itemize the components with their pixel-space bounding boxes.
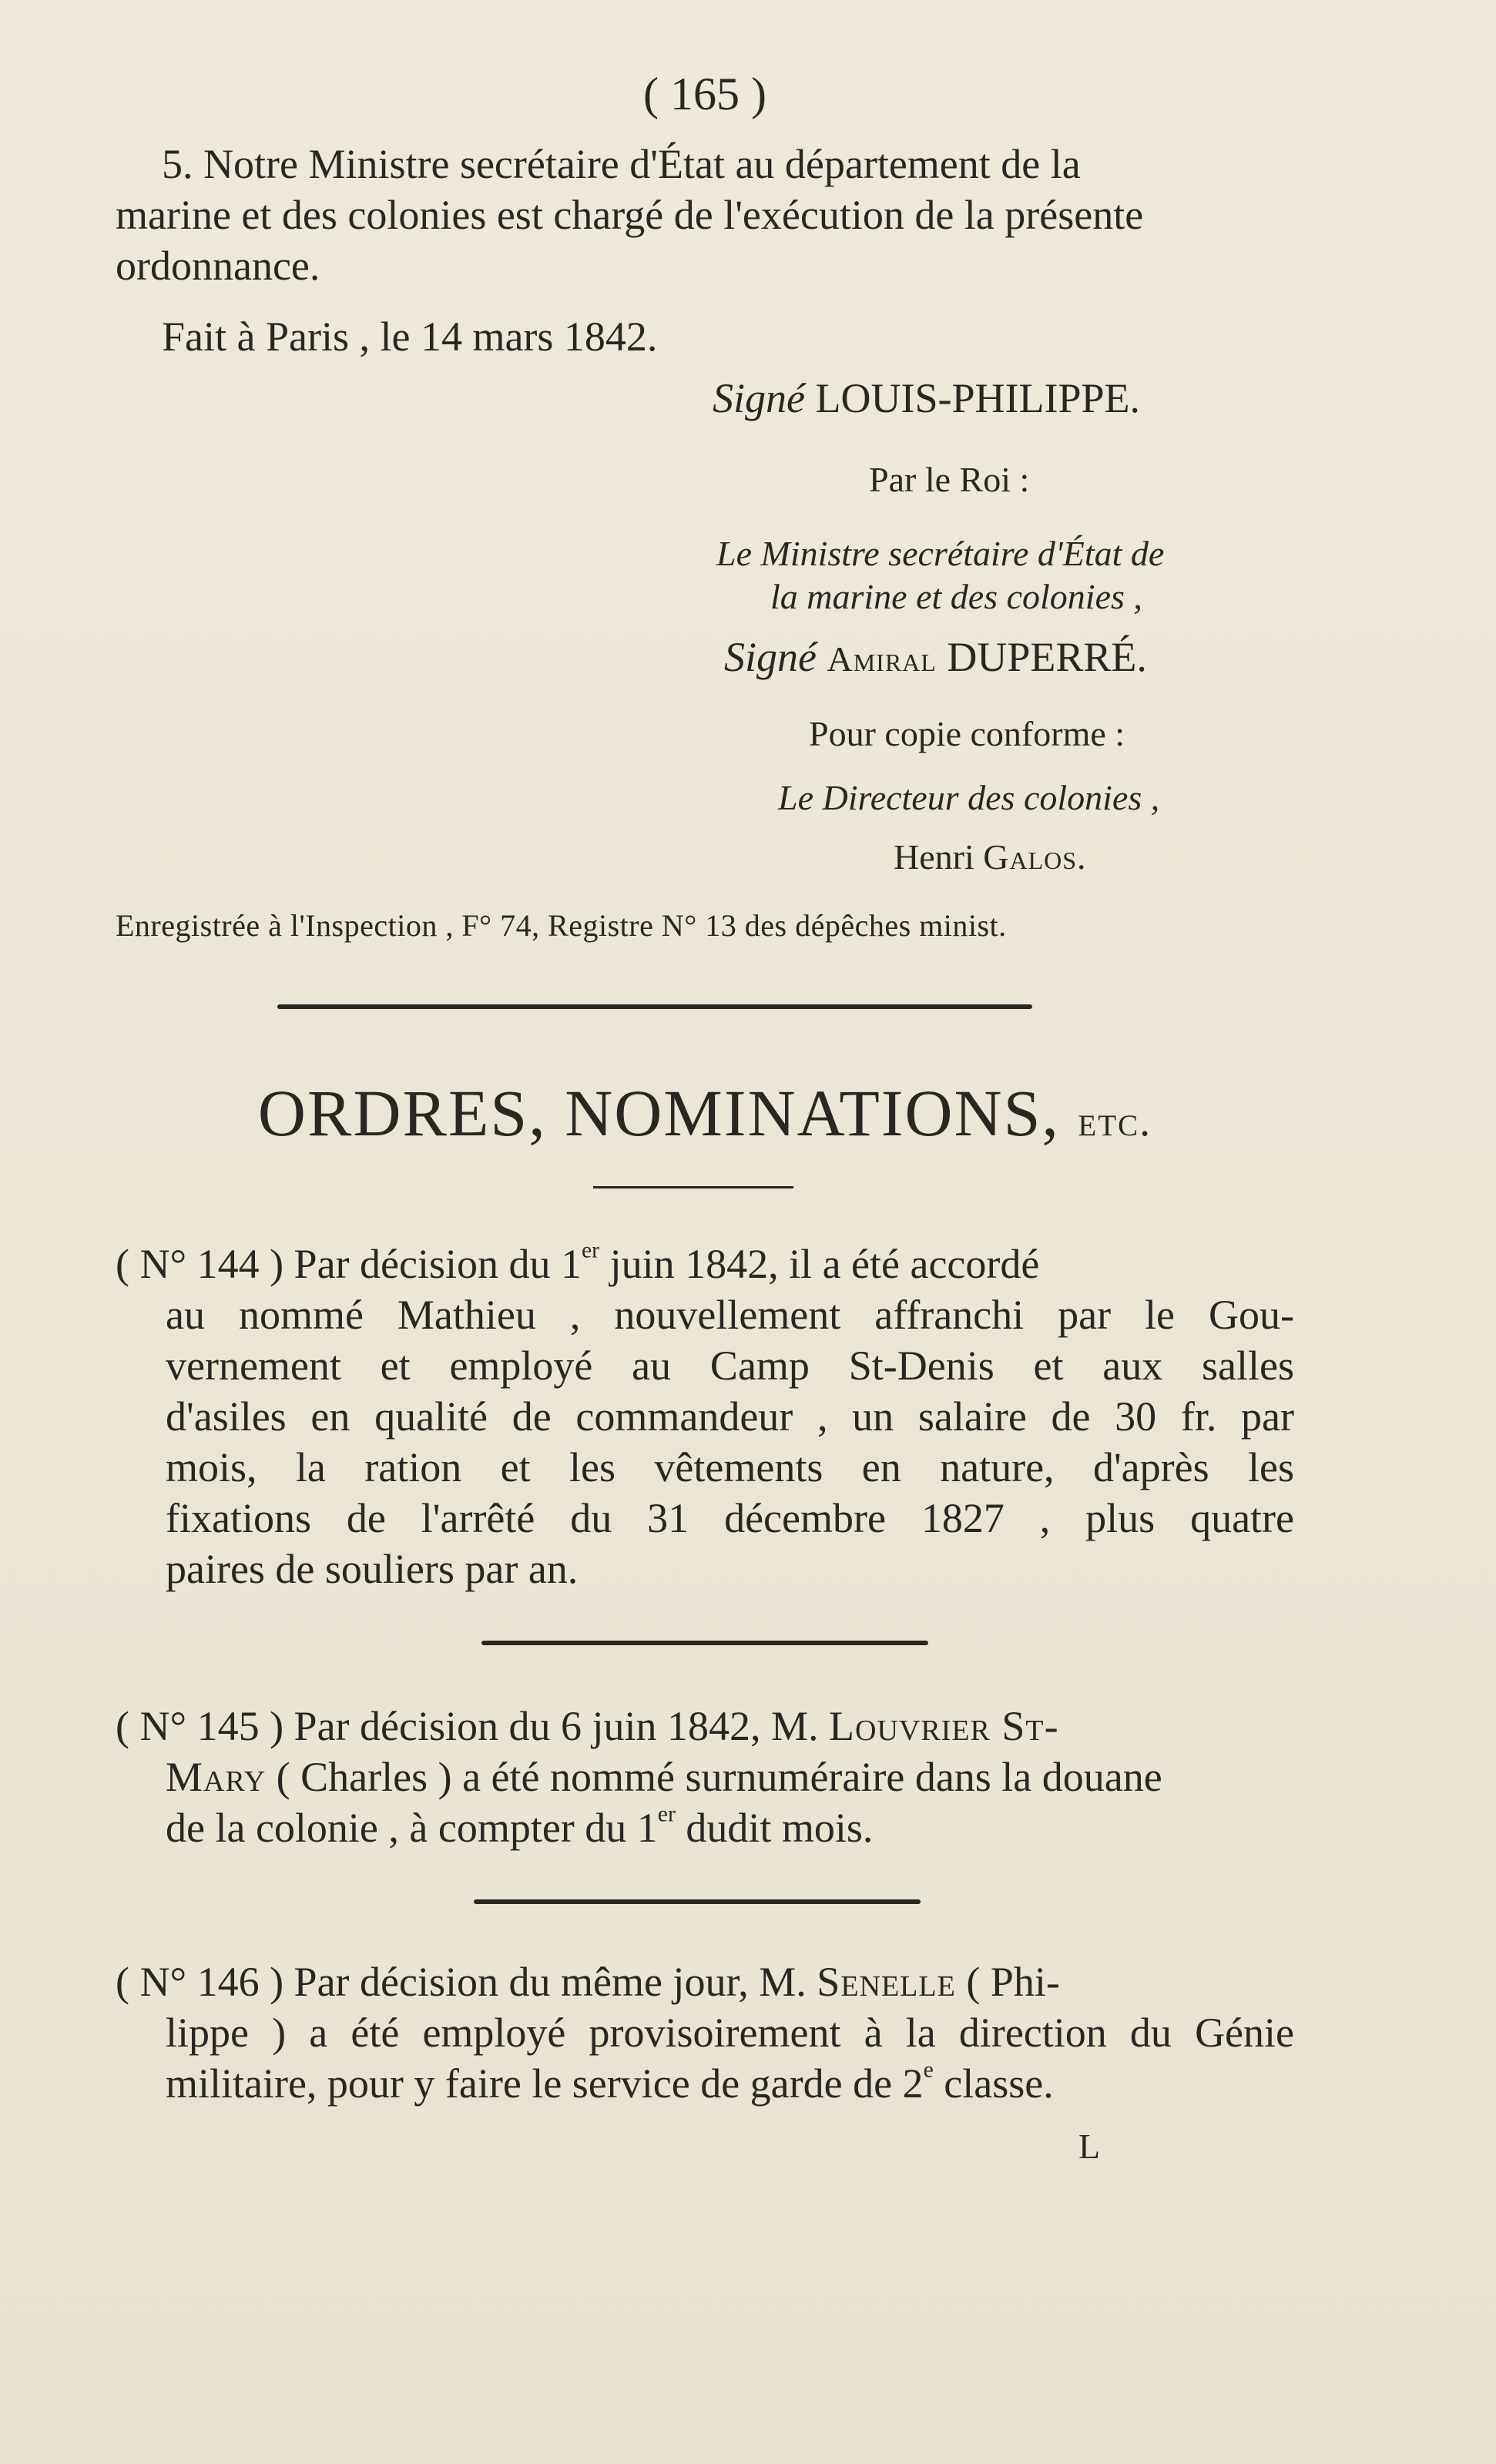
entry-144-line-5: mois, la ration et les vêtements en nature, d'après les — [166, 1444, 1294, 1490]
article-line-3: ordonnance. — [116, 243, 320, 289]
signe-label-2: Signé — [724, 634, 817, 680]
entry-145-line-2 — [166, 1752, 1294, 1802]
entry-145-text-2: Mary ( Charles ) a été nommé surnuméraire dans la douane — [166, 1754, 1162, 1800]
article-line-2: marine et des colonies est chargé de l'exécution de la présente — [116, 192, 1144, 238]
page-number: ( 165 ) — [643, 69, 766, 119]
entry-146-text: ( N° 146 ) Par décision du même jour, M. Senelle ( Phi- — [116, 1959, 1060, 2005]
signe-label: Signé — [713, 375, 805, 421]
entry-145-line-3 — [166, 1802, 873, 1853]
divider-144-145 — [481, 1641, 928, 1645]
entry-145-line-1 — [116, 1701, 1294, 1752]
heading-etc: etc. — [1078, 1098, 1152, 1145]
galos-name: Galos. — [983, 837, 1087, 877]
entry-144-line-2: au nommé Mathieu , nouvellement affranchi par le Gou- — [166, 1292, 1294, 1338]
divider-145-146 — [474, 1899, 921, 1904]
minister-line-2: la marine et des colonies , — [770, 577, 1142, 616]
entry-145-text: ( N° 145 ) Par décision du 6 juin 1842, M. Louvrier St- — [116, 1703, 1059, 1749]
entry-146-line-3 — [166, 2058, 1054, 2109]
heading-main: ORDRES, NOMINATIONS, — [257, 1076, 1060, 1150]
entry-144-line-3: vernement et employé au Camp St-Denis et aux salles — [166, 1343, 1294, 1389]
registration-note: Enregistrée à l'Inspection , F° 74, Registre N° 13 des dépêches minist. — [116, 908, 1007, 943]
entry-144-line-4: d'asiles en qualité de commandeur , un salaire de 30 fr. par — [166, 1393, 1294, 1440]
directeur-line: Le Directeur des colonies , — [778, 778, 1160, 817]
king-signature — [713, 373, 1140, 424]
amiral-title: Amiral — [827, 639, 937, 679]
date-line: Fait à Paris , le 14 mars 1842. — [162, 313, 658, 360]
section-heading — [0, 1074, 1410, 1152]
galos-signature — [894, 832, 1087, 883]
entry-144-line-1 — [116, 1239, 1294, 1289]
par-le-roi: Par le Roi : — [869, 460, 1030, 499]
entry-144-text: ( N° 144 ) Par décision du 1er juin 1842, il a été accordé — [116, 1238, 1040, 1287]
entry-146-line-2: lippe ) a été employé provisoirement à la direction du Génie — [166, 2010, 1294, 2056]
article-line-1: 5. Notre Ministre secrétaire d'État au département de la — [162, 141, 1081, 187]
entry-145-text-3: de la colonie , à compter du 1er dudit mois. — [166, 1802, 874, 1851]
king-name: LOUIS-PHILIPPE. — [815, 375, 1140, 421]
henri-name: Henri — [894, 837, 974, 877]
entry-146-line-1 — [116, 1956, 1294, 2007]
minister-line-1: Le Ministre secrétaire d'État de — [716, 534, 1165, 573]
minister-name: DUPERRÉ. — [947, 634, 1147, 680]
entry-146-text-3: militaire, pour y faire le service de garde de 2e classe. — [166, 2057, 1054, 2107]
minister-signature — [724, 632, 1147, 685]
pour-copie: Pour copie conforme : — [809, 714, 1125, 753]
entry-144-line-6: fixations de l'arrêté du 31 décembre 1827 , plus quatre — [166, 1495, 1294, 1541]
signature-mark: L — [1078, 2127, 1101, 2166]
section-divider — [277, 1004, 1032, 1009]
entry-144-line-7: paires de souliers par an. — [166, 1546, 579, 1592]
heading-underline — [593, 1186, 793, 1188]
